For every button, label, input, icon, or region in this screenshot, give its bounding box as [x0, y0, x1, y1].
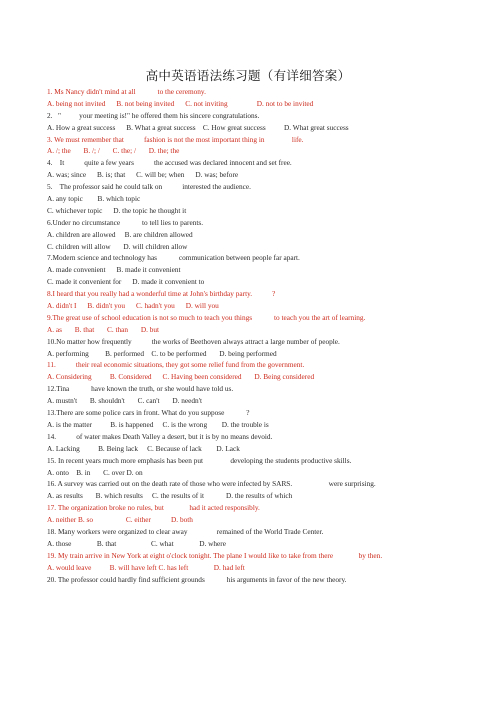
question-line: 7.Modern science and technology has communication between people far apart.: [47, 253, 300, 263]
question-line: 8.I heard that you really had a wonderful time at John's birthday party. ?: [47, 289, 276, 299]
answer-options-line: A. made convenient B. made it convenient: [47, 265, 181, 275]
answer-options-line: A. mustn't B. shouldn't C. can't D. needn't: [47, 396, 203, 406]
question-line: 13.There are some police cars in front. What do you suppose ?: [47, 408, 250, 418]
answer-options-line: C. whichever topic D. the topic he thought it: [47, 205, 187, 215]
exercise-list: [47, 86, 467, 585]
question-line: 18. Many workers were organized to clear away remained of the World Trade Center.: [47, 526, 324, 536]
answer-options-line: A. didn't I B. didn't you C. hadn't you D. will you: [47, 301, 219, 311]
answer-options-line: A. children are allowed B. are children allowed: [47, 229, 193, 239]
answer-options-line: A. performing B. performed C. to be performed D. being performed: [47, 348, 277, 358]
question-line: 2. " your meeting is!" he offered them his sincere congratulations.: [47, 110, 260, 120]
answer-options-line: A. as B. that C. than D. but: [47, 324, 160, 334]
answer-options-line: A. as results B. which results C. the results of it D. the results of which: [47, 491, 293, 501]
question-line: 16. A survey was carried out on the death rate of those who were infected by SARS. were surprising.: [47, 479, 376, 489]
question-line: 15. In recent years much more emphasis has been put developing the students productive skills.: [47, 455, 352, 465]
answer-options-line: A. /; the B. /; / C. the; / D. the; the: [47, 146, 180, 156]
question-line: 19. My train arrive in New York at eight o'clock tonight. The plane I would like to take from there by then.: [47, 550, 383, 560]
question-line: 10.No matter how frequently the works of Beethoven always attract a large number of people.: [47, 336, 340, 346]
question-line: 6.Under no circumstance to tell lies to parents.: [47, 217, 204, 227]
answer-options-line: A. is the matter B. is happened C. is the wrong D. the trouble is: [47, 419, 269, 429]
question-line: 20. The professor could hardly find sufficient grounds his arguments in favor of the new theory.: [47, 574, 347, 584]
question-line: 17. The organization broke no rules, but had it acted responsibly.: [47, 503, 260, 513]
answer-options-line: C. made it convenient for D. made it convenient to: [47, 277, 205, 287]
question-line: 3. We must remember that fashion is not the most important thing in life.: [47, 134, 304, 144]
answer-options-line: A. those B. that C. what D. where: [47, 538, 226, 548]
answer-options-line: A. being not invited B. not being invited C. not inviting D. not to be invited: [47, 98, 314, 108]
answer-options-line: A. Considering B. Considered C. Having been considered D. Being considered: [47, 372, 315, 382]
question-line: 9.The great use of school education is not so much to teach you things to teach you the art of learning.: [47, 312, 366, 322]
answer-options-line: A. Lacking B. Being lack C. Because of lack D. Lack: [47, 443, 240, 453]
answer-options-line: A. neither B. so C. either D. both: [47, 515, 193, 525]
question-line: 12.Tina have known the truth, or she would have told us.: [47, 384, 234, 394]
question-line: 14. of water makes Death Valley a desert, but it is by no means devoid.: [47, 431, 273, 441]
question-line: 4. It quite a few years the accused was declared innocent and set free.: [47, 158, 292, 168]
question-line: 1. Ms Nancy didn't mind at all to the ceremony.: [47, 87, 206, 96]
answer-options-line: A. would leave B. will have left C. has left D. had left: [47, 562, 245, 572]
answer-options-line: A. was; since B. is; that C. will be; when D. was; before: [47, 170, 239, 180]
answer-options-line: A. onto B. in C. over D. on: [47, 467, 143, 477]
question-line: 5. The professor said he could talk on interested the audience.: [47, 182, 251, 192]
answer-options-line: A. any topic B. which topic: [47, 194, 141, 204]
answer-options-line: C. children will allow D. will children allow: [47, 241, 188, 251]
answer-options-line: A. How a great success B. What a great success C. How great success D. What great success: [47, 122, 349, 132]
question-line: 11. their real economic situations, they got some relief fund from the government.: [47, 360, 305, 370]
page-title: 高中英语语法练习题（有详细答案）: [145, 68, 351, 83]
